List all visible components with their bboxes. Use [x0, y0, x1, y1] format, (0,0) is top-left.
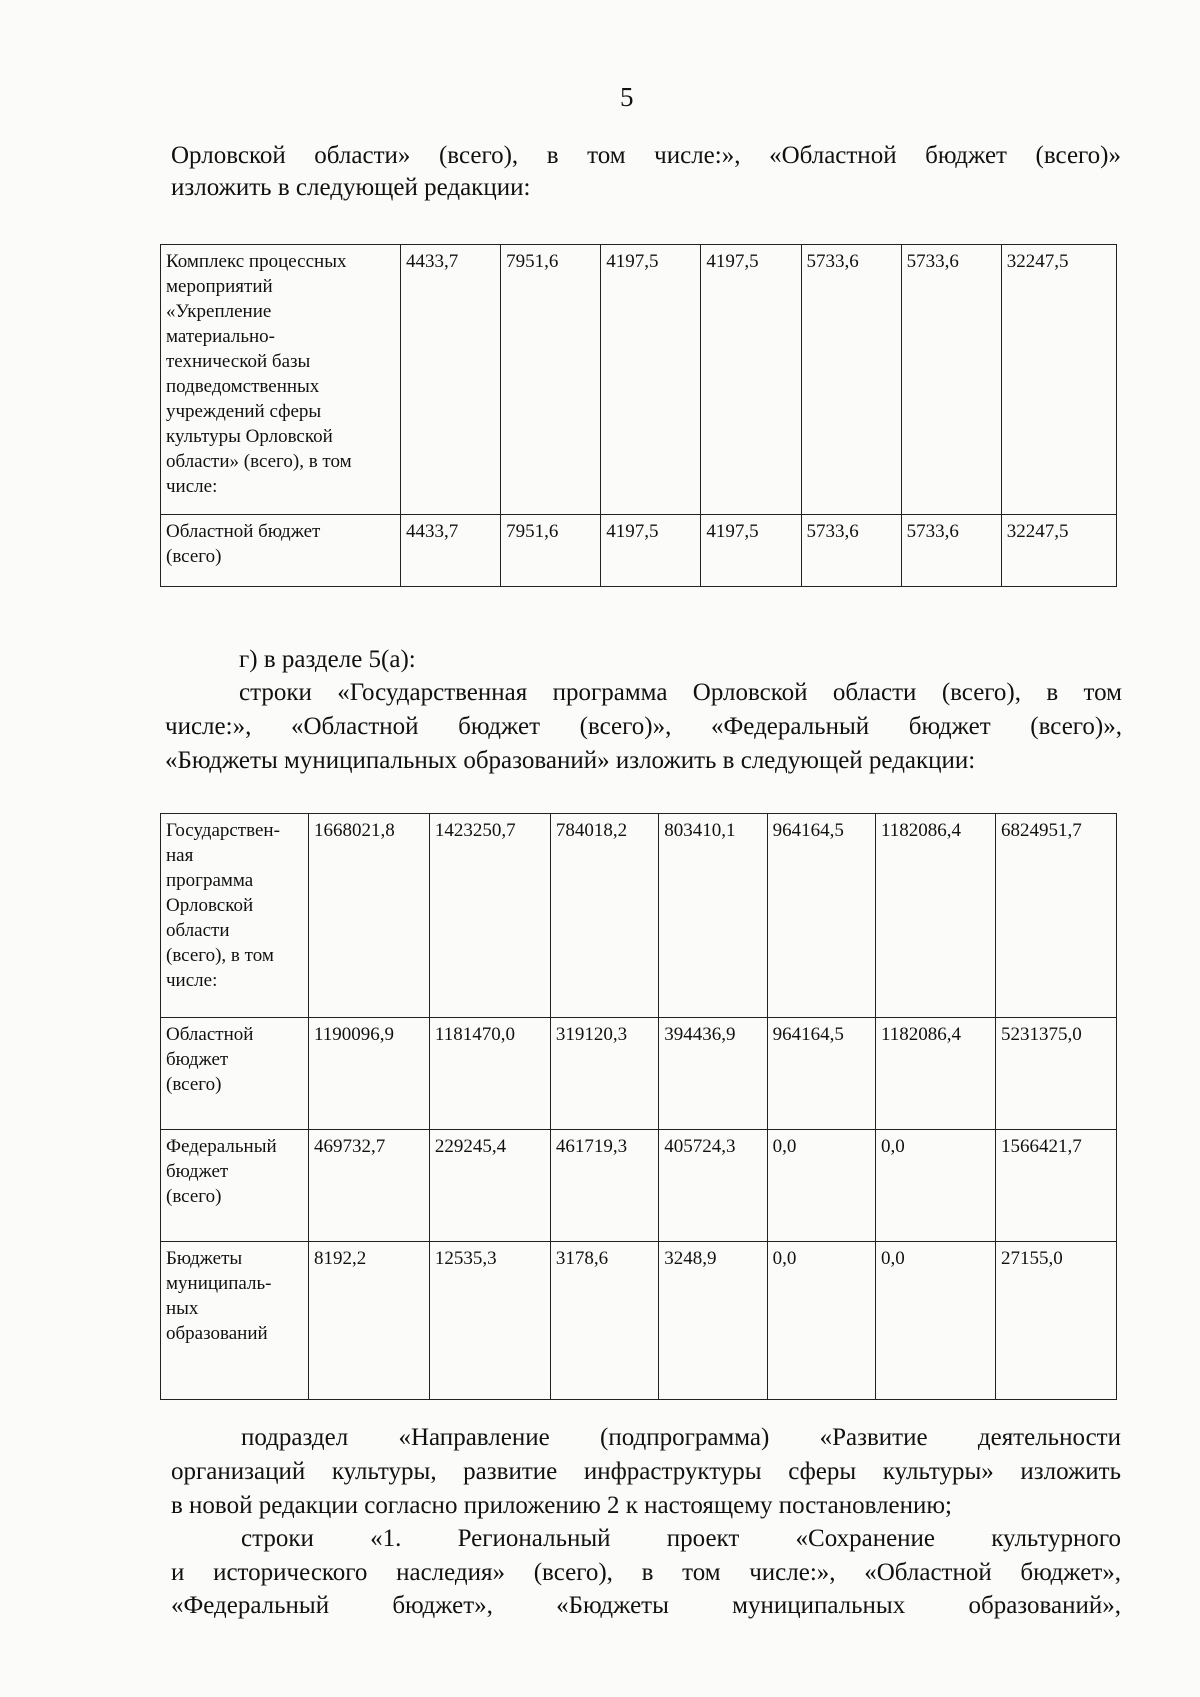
- row-label-line: бюджет: [166, 1161, 229, 1182]
- subsection-line-2: организаций культуры, развитие инфраструктуры сферы культуры» изложить: [171, 1458, 1121, 1485]
- value-cell: 4433,7: [401, 515, 501, 587]
- row-label-line: числе:: [166, 476, 218, 497]
- row-label-line: технической базы: [166, 351, 311, 372]
- value-cell: 8192,2: [309, 1242, 430, 1400]
- value-cell: 7951,6: [501, 515, 601, 587]
- table-row: [161, 1242, 1117, 1400]
- intro-line-2: изложить в следующей редакции:: [171, 174, 531, 201]
- row-label-line: Государствен-: [166, 820, 280, 841]
- section-g-line-2: числе:», «Областной бюджет (всего)», «Федеральный бюджет (всего)»,: [165, 713, 1122, 740]
- row-label: [161, 814, 309, 1018]
- row-label-line: (всего): [166, 1074, 222, 1095]
- table-row: [161, 1130, 1117, 1242]
- value-cell: 0,0: [876, 1130, 996, 1242]
- row-label-line: области: [166, 920, 230, 941]
- value-cell: 1423250,7: [429, 814, 550, 1018]
- row-label-line: ная: [166, 845, 194, 866]
- row-label-line: материально-: [166, 326, 275, 347]
- value-cell: 319120,3: [550, 1018, 658, 1130]
- row-label-line: (всего): [166, 1186, 222, 1207]
- row-label-line: мероприятий: [166, 276, 273, 297]
- row-label-line: Областной бюджет: [166, 521, 321, 542]
- budget-table-2: [160, 813, 1117, 1400]
- row-label: [161, 515, 401, 587]
- value-cell: 229245,4: [429, 1130, 550, 1242]
- row-label-line: Орловской: [166, 895, 254, 916]
- row-label-line: Комплекс процессных: [166, 251, 347, 272]
- row-label: [161, 1242, 309, 1400]
- row-label: [161, 245, 401, 515]
- section-g-line-3: «Бюджеты муниципальных образований» изложить в следующей редакции:: [165, 747, 976, 774]
- value-cell: 0,0: [767, 1242, 875, 1400]
- value-cell: 469732,7: [309, 1130, 430, 1242]
- value-cell: 394436,9: [659, 1018, 767, 1130]
- row-label-line: Бюджеты: [166, 1248, 243, 1269]
- value-cell: 784018,2: [550, 814, 658, 1018]
- value-cell: 32247,5: [1001, 515, 1116, 587]
- value-cell: 6824951,7: [996, 814, 1117, 1018]
- row-label-line: числе:: [166, 970, 218, 991]
- value-cell: 1190096,9: [309, 1018, 430, 1130]
- value-cell: 4197,5: [601, 245, 701, 515]
- page-number: 5: [620, 82, 634, 112]
- row-label-line: культуры Орловской: [166, 426, 333, 447]
- value-cell: 4197,5: [701, 515, 801, 587]
- table-row: [161, 515, 1117, 587]
- row-label-line: программа: [166, 870, 254, 891]
- row-label-line: подведомственных: [166, 376, 320, 397]
- value-cell: 461719,3: [550, 1130, 658, 1242]
- row-label-line: (всего), в том: [166, 945, 274, 966]
- subsection-line-1: подраздел «Направление (подпрограмма) «Развитие деятельности: [241, 1424, 1121, 1451]
- section-g-line-1: строки «Государственная программа Орловской области (всего), в том: [239, 679, 1122, 706]
- value-cell: 7951,6: [501, 245, 601, 515]
- value-cell: 964164,5: [767, 1018, 875, 1130]
- value-cell: 1668021,8: [309, 814, 430, 1018]
- value-cell: 5733,6: [901, 245, 1001, 515]
- subsection-line-3: в новой редакции согласно приложению 2 к настоящему постановлению;: [171, 1492, 953, 1519]
- row-label: [161, 1018, 309, 1130]
- value-cell: 964164,5: [767, 814, 875, 1018]
- value-cell: 5733,6: [901, 515, 1001, 587]
- value-cell: 5231375,0: [996, 1018, 1117, 1130]
- value-cell: 5733,6: [801, 515, 901, 587]
- rows-text-line-3: «Федеральный бюджет», «Бюджеты муниципальных образований»,: [171, 1592, 1121, 1619]
- row-label-line: ных: [166, 1298, 199, 1319]
- budget-table-1: [160, 244, 1117, 587]
- row-label-line: области» (всего), в том: [166, 451, 352, 472]
- value-cell: 4197,5: [701, 245, 801, 515]
- value-cell: 1181470,0: [429, 1018, 550, 1130]
- value-cell: 0,0: [767, 1130, 875, 1242]
- row-label-line: учреждений сферы: [166, 401, 322, 422]
- row-label-line: бюджет: [166, 1049, 229, 1070]
- row-label-line: муниципаль-: [166, 1273, 272, 1294]
- value-cell: 405724,3: [659, 1130, 767, 1242]
- row-label-line: Областной: [166, 1024, 254, 1045]
- value-cell: 1182086,4: [876, 1018, 996, 1130]
- value-cell: 27155,0: [996, 1242, 1117, 1400]
- value-cell: 4197,5: [601, 515, 701, 587]
- value-cell: 803410,1: [659, 814, 767, 1018]
- table-row: [161, 245, 1117, 515]
- value-cell: 32247,5: [1001, 245, 1116, 515]
- value-cell: 5733,6: [801, 245, 901, 515]
- value-cell: 4433,7: [401, 245, 501, 515]
- value-cell: 1182086,4: [876, 814, 996, 1018]
- intro-line-1: Орловской области» (всего), в том числе:», «Областной бюджет (всего)»: [171, 142, 1121, 169]
- row-label-line: Федеральный: [166, 1136, 277, 1157]
- value-cell: 12535,3: [429, 1242, 550, 1400]
- rows-text-line-2: и исторического наследия» (всего), в том числе:», «Областной бюджет»,: [171, 1559, 1121, 1586]
- row-label-line: (всего): [166, 546, 222, 567]
- value-cell: 1566421,7: [996, 1130, 1117, 1242]
- value-cell: 3178,6: [550, 1242, 658, 1400]
- value-cell: 0,0: [876, 1242, 996, 1400]
- table-row: [161, 814, 1117, 1018]
- row-label-line: «Укрепление: [166, 301, 272, 322]
- rows-text-line-1: строки «1. Региональный проект «Сохранение культурного: [241, 1525, 1121, 1552]
- row-label-line: образований: [166, 1323, 268, 1344]
- row-label: [161, 1130, 309, 1242]
- table-row: [161, 1018, 1117, 1130]
- section-g-heading: г) в разделе 5(а):: [239, 646, 416, 673]
- value-cell: 3248,9: [659, 1242, 767, 1400]
